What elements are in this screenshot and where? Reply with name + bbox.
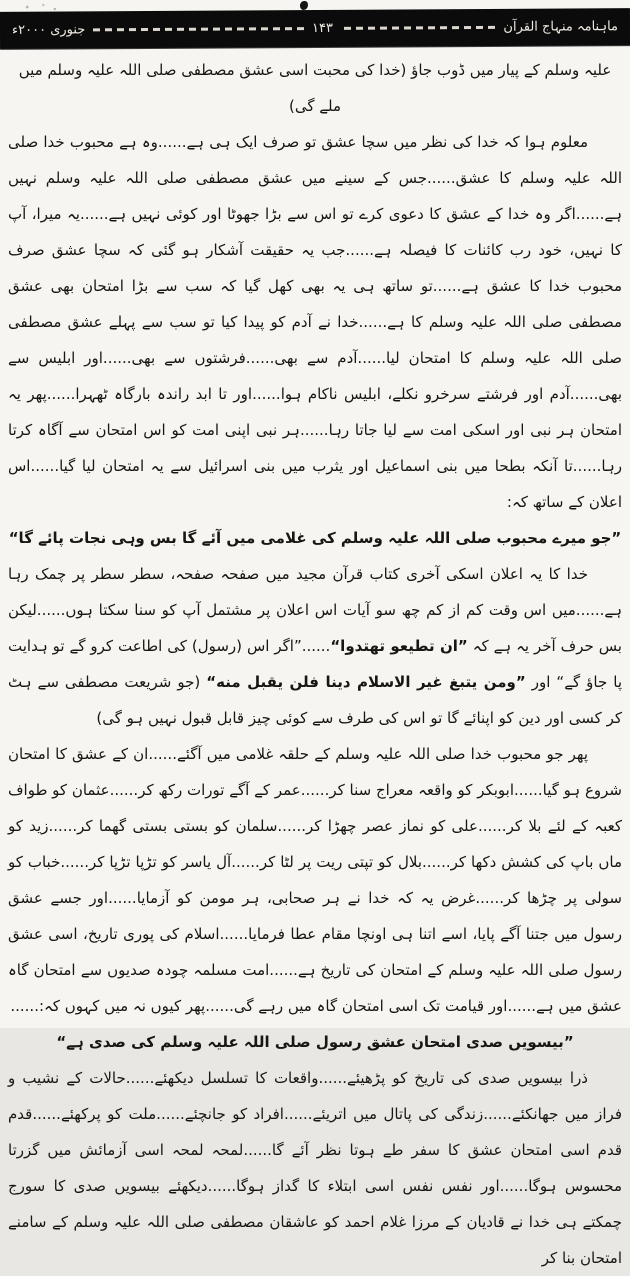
ink-blot xyxy=(300,1,308,10)
dotted-leader xyxy=(93,27,304,31)
text-segment: علیہ وسلم کے پیار میں ڈوب جاؤ (خدا کی محبت اسی عشق مصطفی صلی اللہ علیہ وسلم میں ملے گی) xyxy=(18,61,612,115)
paragraph xyxy=(8,736,622,1024)
paragraph xyxy=(8,124,622,520)
issue-date: جنوری ۲۰۰۰ء xyxy=(11,22,86,38)
emphasized-verse: ”ان تطیعو تهتدوا“ xyxy=(330,637,468,655)
emphasized-verse: ”ومن یتبغ غیر الاسلام دینا فلن یقبل منه“ xyxy=(206,673,526,691)
continuation-line xyxy=(8,52,622,124)
paragraph xyxy=(8,556,622,736)
text-segment: (جو شریعت مصطفی سے ہٹ کر کسی اور دین کو اپنائے گا تو اس کی طرف سے کوئی چیز قابل قبول نہیں ہو گی) xyxy=(8,673,622,727)
dotted-leader xyxy=(341,26,495,30)
text-segment: ذرا بیسویں صدی کی تاریخ کو پڑھیئے......واقعات کا تسلسل دیکھئے......حالات کے نشیب و فراز میں جھانکئے......زندگی کی پاتال میں اتریئے......افراد کو جانچئے......ملت کو پرکھئے......قدم قدم اسی امتحان عشق کا سفر طے ہوتا نظر آئے گا......لمحہ لمحہ اسی آزمائش میں گزرتا محسوس ہوگا......اور نفس نفس اسی ابتلاء کا گداز ہوگا......دیکھئے بیسویں صدی کا سورج چمکتے ہی خدا نے قادیان کے مرزا غلام احمد کو عاشقان مصطفی صلی اللہ علیہ وسلم کے سامنے امتحان بنا کر xyxy=(8,1069,622,1267)
text-segment: پھر جو محبوب خدا صلی اللہ علیہ وسلم کے حلقہ غلامی میں آگئے......ان کے عشق کا امتحان شروع ہو گیا......ابوبکر کو واقعہ معراج سنا کر......عمر کے آگے تورات رکھ کر......عثمان کو طواف کعبہ کے لئے بلا کر......علی کو نماز عصر چھڑا کر......سلمان کو بستی بستی گھما کر......زید کو ماں باپ کی کشش دکھا کر......بلال کو تپتی ریت پر لٹا کر......آل یاسر کو تڑپا تڑپا کر......خباب کو سولی پر چڑھا کر......غرض یہ کہ خدا نے ہر صحابی، ہر مومن کو آزمایا......اور جسے عشق رسول میں جتنا آگے پایا، اسے اتنا ہی اونچا مقام عطا فرمایا......اسلام کی پوری تاریخ، اسی عشق رسول صلی اللہ علیہ وسلم کے امتحان کی تاریخ ہے......امت مسلمہ چودہ صدیوں سے امتحان گاہ عشق میں ہے......اور قیامت تک اسی امتحان گاہ میں رہے گی......پھر کیوں نہ میں کہوں کہ:...... xyxy=(8,745,622,1015)
page-number: ۱۴۳ xyxy=(311,20,333,37)
page-body xyxy=(8,52,622,1267)
emphasized-verse: ”بیسویں صدی امتحان عشق رسول صلی اللہ علیہ وسلم کی صدی ہے“ xyxy=(56,1033,574,1051)
quote-line xyxy=(8,520,622,556)
scan-speckle xyxy=(18,2,64,12)
text-segment: ......”اگر اس (رسول) کی اطاعت کرو گے تو ہدایت پا جاؤ گے“ اور xyxy=(8,637,622,691)
page-header-bar xyxy=(0,8,630,49)
emphasized-verse: ”جو میرے محبوب صلی اللہ علیہ وسلم کی غلامی میں آئے گا بس وہی نجات پائے گا“ xyxy=(8,529,622,547)
text-segment: معلوم ہوا کہ خدا کی نظر میں سچا عشق تو صرف ایک ہی ہے......وہ ہے محبوب خدا صلی اللہ علیہ وسلم کا عشق......جس کے سینے میں عشق مصطفی صلی اللہ علیہ وسلم نہیں ہے......اگر وہ خدا کے عشق کا دعوی کرے تو اس سے بڑا جھوٹا اور کوئی نہیں ہے......یہ میرا، آپ کا نہیں، خود رب کائنات کا فیصلہ ہے......جب یہ حقیقت آشکار ہو گئی کہ سچا عشق صرف محبوب خدا کا عشق ہے......تو ساتھ ہی یہ بھی کھل گیا کہ سب سے بڑا امتحان بھی عشق مصطفی صلی اللہ علیہ وسلم کا ہے......خدا نے آدم کو پیدا کیا تو سب سے پہلے عشق مصطفی صلی اللہ علیہ وسلم کا امتحان لیا......آدم سے بھی......فرشتوں سے بھی......اور ابلیس سے بھی......آدم اور فرشتے سرخرو نکلے، ابلیس ناکام ہوا......اور تا ابد راندہ بارگاہ ٹھہرا......پھر یہ امتحان ہر نبی اور اسکی امت سے لیا جاتا رہا......ہر نبی اپنی امت کو اس امتحان سے آگاہ کرتا رہا......تا آنکہ بطحا میں بنی اسماعیل اور یثرب میں بنی اسرائیل سے یہ امتحان لیا گیا......اس اعلان کے ساتھ کہ: xyxy=(8,133,622,511)
text-segment: خدا کا یہ اعلان اسکی آخری کتاب قرآن مجید میں صفحہ صفحہ، سطر سطر پر چمک رہا ہے......میں اس وقت کم از کم چھ سو آیات اس اعلان پر مشتمل آپ کو سنا سکتا ہوں......لیکن بس حرف آخر یہ ہے کہ xyxy=(8,565,622,655)
paragraph xyxy=(8,1060,622,1276)
magazine-title: ماہنامہ منہاج القرآن xyxy=(503,19,619,35)
quote-line xyxy=(8,1024,622,1060)
